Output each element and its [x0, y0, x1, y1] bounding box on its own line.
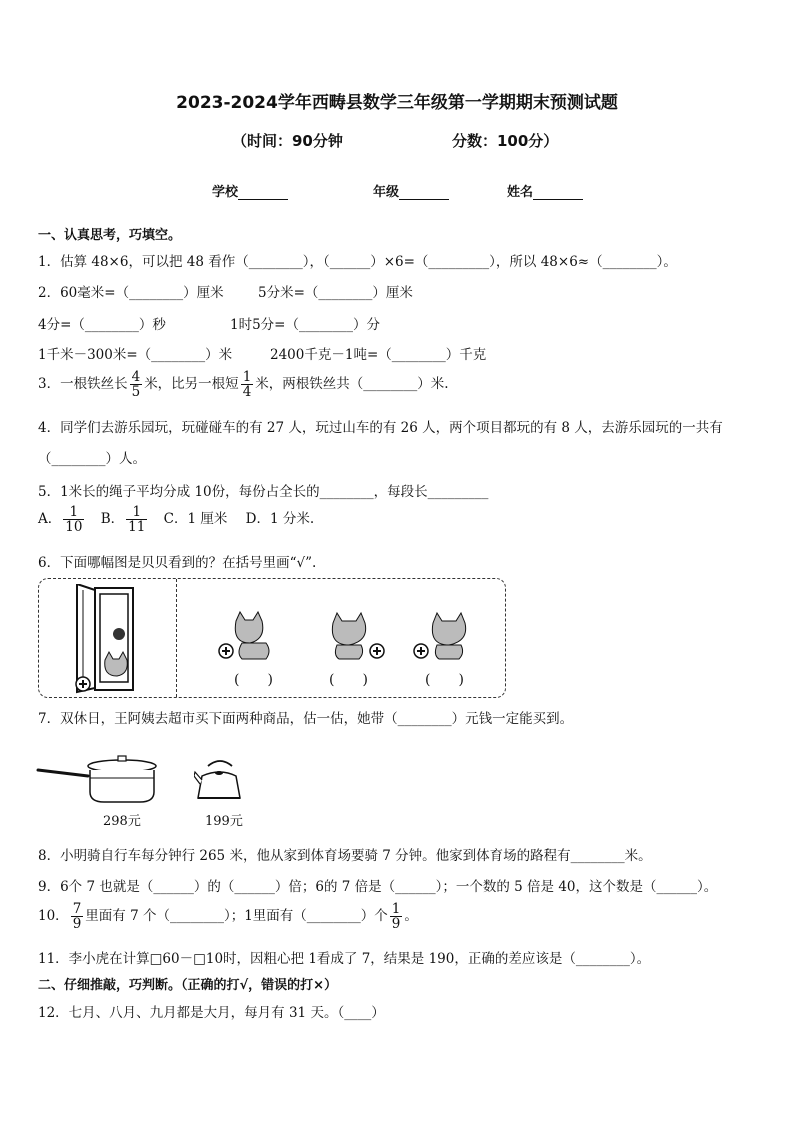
exam-time: （时间：90分钟: [232, 132, 343, 150]
question-4-line1: 4．同学们去游乐园玩，玩碰碰车的有 27 人，玩过山车的有 26 人，两个项目都玩的有 8 人，去游乐园玩的一共有: [38, 420, 723, 436]
grade-field: 年级: [373, 181, 449, 200]
question-2b: 5分米=（________）厘米: [258, 285, 413, 301]
door-cat-scene: [69, 584, 169, 694]
question-2e: 1千米－300米=（________）米: [38, 347, 233, 363]
cat-option-2-icon: [319, 609, 389, 664]
question-2a: 2．60毫米=（________）厘米: [38, 285, 224, 301]
question-5: 5．1米长的绳子平均分成 10份，每份占全长的________，每段长_________: [38, 484, 489, 500]
school-field: 学校: [212, 181, 288, 200]
question-11: 11．李小虎在计算□60－□10时，因粗心把 1看成了 7，结果是 190，正确的差应该是（________）。: [38, 951, 651, 967]
cat-option-1-icon: [214, 609, 284, 664]
question-2f: 2400千克－1吨=（________）千克: [270, 347, 487, 363]
question-5-options: A． $\frac{1}{10}$ B． $\frac{1}{11}$ C．1 厘米 D．1 分米.: [38, 504, 315, 536]
section-2-heading: 二、仔细推敲，巧判断。（正确的打√，错误的打×）: [38, 978, 338, 993]
pot-icon: [36, 752, 158, 807]
answer-paren-1[interactable]: ( ): [234, 672, 273, 688]
fraction-7-9: $\frac{7}{9}$: [72, 901, 82, 933]
cat-option-3-icon: [409, 609, 479, 664]
fraction-1-4: $\frac{1}{4}$: [242, 369, 252, 401]
question-4-line2: （________）人。: [38, 451, 146, 467]
question-3: 3．一根铁丝长 $\frac{4}{5}$ 米，比另一根短 $\frac{1}{4}$ 米，两根铁丝共（________）米.: [38, 369, 449, 401]
question-2c: 4分=（________）秒: [38, 317, 166, 333]
question-1: 1．估算 48×6，可以把 48 看作（________），（______）×6=（_________），所以 48×6≈（________）。: [38, 254, 677, 270]
kettle-icon: [194, 758, 244, 804]
fraction-4-5: $\frac{4}{5}$: [131, 369, 141, 401]
question-10: 10． $\frac{7}{9}$ 里面有 7 个（________）；1里面有（________）个 $\frac{1}{9}$ 。: [38, 901, 418, 933]
fraction-1-9: $\frac{1}{9}$: [391, 901, 401, 933]
answer-paren-3[interactable]: ( ): [425, 672, 464, 688]
section-1-heading: 一、认真思考，巧填空。: [38, 228, 182, 243]
question-9: 9．6个 7 也就是（______）的（______）倍；6的 7 倍是（______）；一个数的 5 倍是 40，这个数是（______）。: [38, 879, 718, 895]
answer-paren-2[interactable]: ( ): [329, 672, 368, 688]
page-title: 2023-2024学年西畴县数学三年级第一学期期末预测试题: [176, 93, 618, 113]
pot-price: 298元: [103, 814, 141, 829]
question-6-figure: [38, 578, 506, 698]
question-6: 6．下面哪幅图是贝贝看到的？在括号里画“√”.: [38, 555, 317, 571]
kettle-price: 199元: [205, 814, 243, 829]
question-7: 7．双休日，王阿姨去超市买下面两种商品，估一估，她带（________）元钱一定能买到。: [38, 711, 574, 727]
exam-score: 分数：100分）: [452, 132, 559, 150]
question-8: 8．小明骑自行车每分钟行 265 米，他从家到体育场要骑 7 分钟。他家到体育场的路程有________米。: [38, 848, 652, 864]
name-field: 姓名: [507, 181, 583, 200]
question-12: 12．七月、八月、九月都是大月，每月有 31 天。（____）: [38, 1005, 385, 1021]
question-2d: 1时5分=（________）分: [230, 317, 380, 333]
